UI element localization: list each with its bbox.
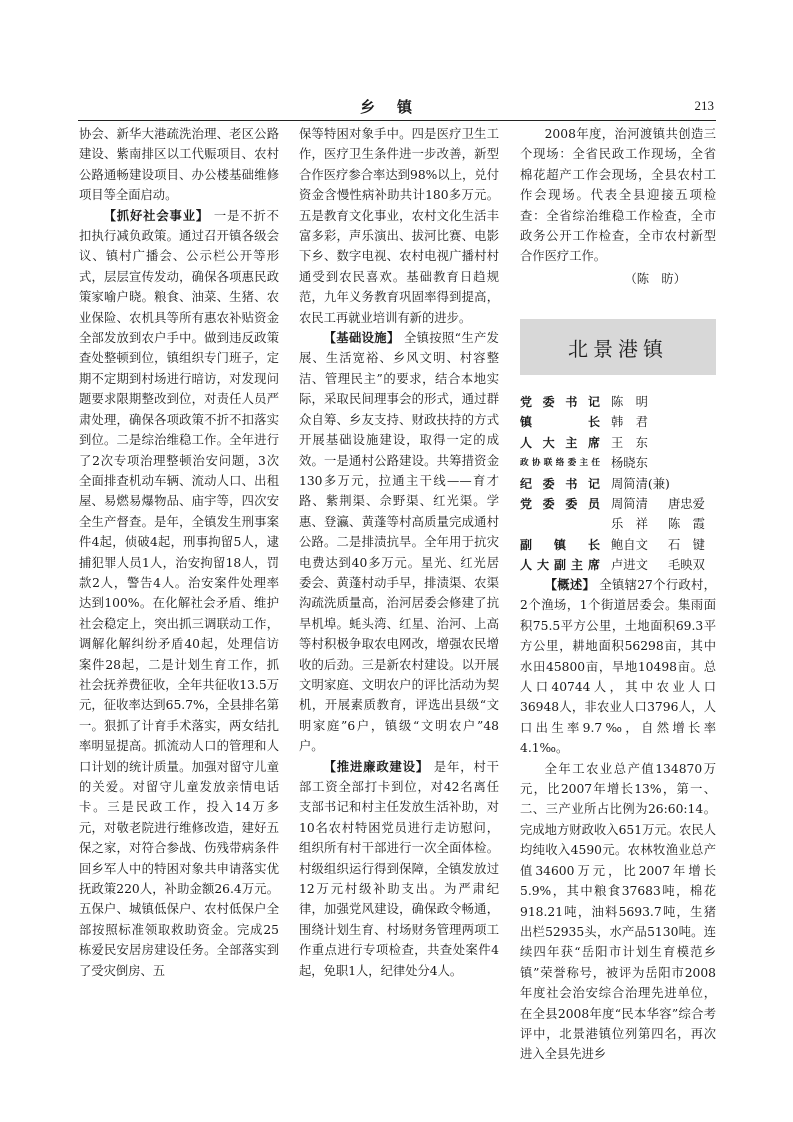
paragraph-text: 全镇辖27个行政村，2个渔场，1个街道居委会。集雨面积75.5平方公里，土地面积69.3平方公里，耕地面积56298亩，其中水田45800亩，旱地10498亩。总人口40744人，其中农业人口36948人，非农业人口3796人，人口出生率9.7‰，自然增长率4.1‰。 bbox=[520, 578, 716, 756]
leader-title: 纪委书记 bbox=[520, 476, 600, 491]
town-title-banner bbox=[520, 319, 716, 375]
leader-name: 毛映双 bbox=[668, 558, 705, 573]
leader-title: 政协联络委主任 bbox=[520, 458, 600, 469]
column-3-top bbox=[520, 124, 716, 289]
paragraph bbox=[520, 575, 716, 759]
leader-row bbox=[520, 453, 716, 473]
column-3-bottom bbox=[520, 575, 716, 1065]
paragraph-text: 一是不折不扣执行减负政策。通过召开镇各级会议、镇村广播会、公示栏公开等形式，层层宣传发动，确保各项惠民政策家喻户晓。粮食、油菜、生猪、农业保险、农机具等所有惠农补贴资金全部发放到农户手中。做到违反政策查处整顿到位，镇组织专门班子，定期不定期到村场进行暗访，对发现问题要求限期整改到位，对责任人员严肃处理，确保各项政策不折不扣落实到位。二是综治维稳工作。全年进行了2次专项治理整顿治安问题，3次全面排查机动车辆、流动人口、出租屋、易燃易爆物品、庙宇等，四次安全生产督查。是年，全镇发生刑事案件4起，侦破4起，刑事拘留5人，逮捕犯罪人员1人，治安拘留18人，罚款2人，警告4人。治安案件处理率达到100%。在化解社会矛盾、维护社会稳定上，突出抓三调联动工作，调解化解纠纷矛盾40起，处理信访案件28起，二是计划生育工作，抓社会抚养费征收，全年共征收13.5万元，征收率达到65.7%，全县排名第一。狠抓了计育手术落实，两女结扎率明显提高。抓流动人口的管理和人口计划的统计质量。加强对留守儿童的关爱。对留守儿童发放亲情电话卡。三是民政工作，投入14万多元，对敬老院进行维修改造，建好五保之家，对符合参战、伤残带病条件回乡军人中的特困对象共申请落实优抚政策220人，补助金额26.4万元。五保户、城镇低保户、农村低保户全部按照标准领取救助资金。完成25栋爱民安居房建设任务。全部落实到了受灾倒房、五 bbox=[79, 208, 279, 978]
leader-row bbox=[520, 494, 716, 514]
paragraph bbox=[299, 328, 499, 757]
leader-row bbox=[520, 474, 716, 494]
section-heading: 【抓好社会事业】 bbox=[103, 208, 210, 223]
paragraph: 2008年度，治河渡镇共创造三个现场：全省民政工作现场，全省棉花超产工作会现场，全县农村工作会现场。代表全县迎接五项检查：全省综治维稳工作检查，全市政务公开工作检查，全市农村新型合作医疗工作。 bbox=[520, 127, 716, 264]
section-heading: 【基础设施】 bbox=[323, 331, 400, 346]
leader-name: 唐忠爱 bbox=[668, 496, 705, 511]
leader-name: 卢进文 bbox=[611, 558, 648, 573]
paragraph-text: 是年，村干部工资全部打卡到位，对42名离任支部书记和村主任发放生活补助，对10名农村特困党员进行走访慰问，组织所有村干部进行一次全面体检。村级组织运行得到保障，全镇发放过12万元村级补助支出。为严肃纪律，加强党风建设，确保政令畅通，围绕计划生育、村场财务管理两项工作重点进行专项检查，共查处案件4起，免职1人，纪律处分4人。 bbox=[299, 759, 499, 978]
paragraph: 全年工农业总产值134870万元，比2007年增长13%，第一、二、三产业所占比例为26:60:14。完成地方财政收入651万元。农民人均纯收入4590元。农林牧渔业总产值34600万元，比2007年增长5.9%，其中粮食37683吨，棉花918.21吨，油料5693.7吨，生猪出栏52935头，水产品5130吨。连续四年获“岳阳市计划生育模范乡镇”荣誉称号，被评为岳阳市2008年度社会治安综合治理先进单位，在全县2008年度“民本华容”综合考评中，北景港镇位列第四名，再次进入全县先进乡 bbox=[520, 761, 716, 1062]
leader-row bbox=[520, 514, 716, 534]
leader-title: 人大主席 bbox=[520, 435, 600, 450]
leader-name: 韩 君 bbox=[611, 415, 648, 430]
leader-row bbox=[520, 535, 716, 555]
leader-name: 陈 明 bbox=[611, 395, 648, 409]
column-1 bbox=[79, 124, 279, 981]
leader-name: 石 键 bbox=[668, 537, 705, 552]
paragraph: 保等特困对象手中。四是医疗卫生工作，医疗卫生条件进一步改善，新型合作医疗参合率达到98%以上，兑付资金含慢性病补助共计180多万元。五是教育文化事业，农村文化生活丰富多彩，声乐演出、拔河比赛、电影下乡、数字电视、农村电视广播村村通受到农民喜欢。基础教育日趋规范，九年义务教育巩固率得到提高，农民工再就业培训有新的进步。 bbox=[299, 127, 499, 325]
paragraph bbox=[79, 206, 279, 981]
leader-title: 镇 长 bbox=[520, 415, 600, 430]
leader-name: 周简清(兼) bbox=[611, 476, 670, 491]
paragraph bbox=[299, 757, 499, 981]
leader-row bbox=[520, 412, 716, 432]
section-title: 乡镇 bbox=[359, 98, 434, 116]
page-number: 213 bbox=[694, 98, 714, 113]
section-heading: 【推进廉政建设】 bbox=[323, 759, 430, 774]
column-2 bbox=[299, 124, 499, 981]
leader-row bbox=[520, 555, 716, 575]
paragraph: 协会、新华大港疏洗治理、老区公路建设、紫南排区以工代赈项目、农村公路通畅建设项目、办公楼基础维修项目等全面启动。 bbox=[79, 127, 279, 203]
paragraph-text: 全镇按照“生产发展、生活宽裕、乡风文明、村容整洁、管理民主”的要求，结合本地实际，采取民间理事会的形式，通过群众自筹、乡友支持、财政扶持的方式开展基础设施建设，取得一定的成效。一是通村公路建设。共筹措资金130多万元，拉通主干线——育才路、紫荆渠、佘野渠、红光渠。学惠、登瀛、黄蓬等村高质量完成通村公路。二是排渍抗旱。全年用于抗灾电费达到40多万元。星光、红光居委会、黄蓬村动手早，排渍渠、农渠沟疏洗质量高，治河居委会修建了抗旱机埠。蚝头湾、红星、治河、上高等村积极争取农电网改，增强农民增收的后劲。三是新农村建设。以开展文明家庭、文明农户的评比活动为契机，开展素质教育，评选出县级“文明家庭”6户，镇级“文明农户”48户。 bbox=[299, 331, 499, 754]
leader-title: 党委书记 bbox=[520, 395, 600, 409]
leader-title: 党委委员 bbox=[520, 496, 600, 511]
page-header bbox=[78, 96, 716, 121]
author-credit: （陈 昉） bbox=[624, 271, 686, 286]
leader-name: 杨晓东 bbox=[611, 456, 648, 471]
leader-title: 人大副主席 bbox=[520, 558, 600, 573]
town-title: 北景港镇 bbox=[568, 337, 668, 361]
leader-row bbox=[520, 433, 716, 453]
leader-title: 副 镇 长 bbox=[520, 537, 600, 552]
leader-row bbox=[520, 392, 716, 412]
leader-name: 陈 霞 bbox=[668, 517, 705, 532]
leader-name: 周简清 bbox=[611, 496, 648, 511]
section-heading: 【概述】 bbox=[544, 578, 596, 592]
leader-name: 鲍自文 bbox=[611, 537, 648, 552]
leader-name: 乐 祥 bbox=[611, 517, 648, 532]
leader-name: 王 东 bbox=[611, 435, 648, 450]
leadership-list bbox=[520, 392, 716, 576]
